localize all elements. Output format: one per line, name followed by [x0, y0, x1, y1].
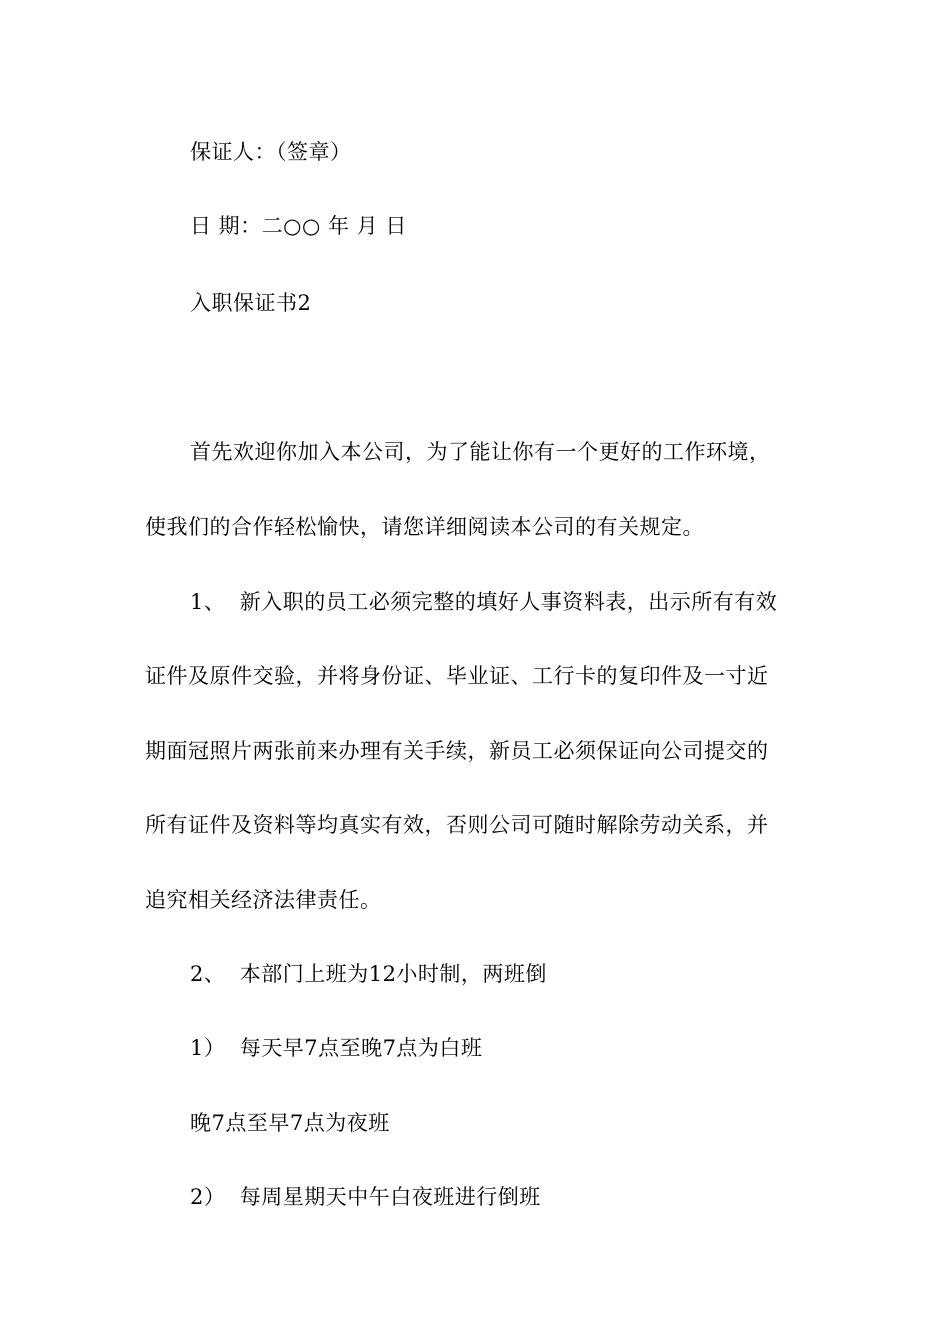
- item-1-line: 所有证件及资料等均真实有效，否则公司可随时解除劳动关系，并: [145, 813, 769, 837]
- item-2-subitem-1-continuation: 晚7点至早7点为夜班: [190, 1111, 390, 1135]
- item-2-subitem-2: 2） 每周星期天中午白夜班进行倒班: [190, 1185, 541, 1209]
- intro-paragraph-line: 使我们的合作轻松愉快，请您详细阅读本公司的有关规定。: [145, 515, 704, 539]
- date-line: 日 期：二○○ 年 月 日: [190, 214, 407, 238]
- intro-paragraph-line: 首先欢迎你加入本公司，为了能让你有一个更好的工作环境，: [190, 440, 771, 464]
- item-1-line: 证件及原件交验，并将身份证、毕业证、工行卡的复印件及一寸近: [145, 664, 769, 688]
- guarantor-signature-line: 保证人：（签章）: [190, 140, 352, 164]
- item-2-subitem-1: 1） 每天早7点至晚7点为白班: [190, 1036, 483, 1060]
- item-1-line: 期面冠照片两张前来办理有关手续，新员工必须保证向公司提交的: [145, 739, 769, 763]
- section-title: 入职保证书2: [190, 291, 312, 315]
- item-2-line: 2、 本部门上班为12小时制，两班倒: [190, 962, 547, 986]
- item-1-line: 追究相关经济法律责任。: [145, 888, 382, 912]
- item-1-line: 1、 新入职的员工必须完整的填好人事资料表，出示所有有效: [190, 590, 778, 614]
